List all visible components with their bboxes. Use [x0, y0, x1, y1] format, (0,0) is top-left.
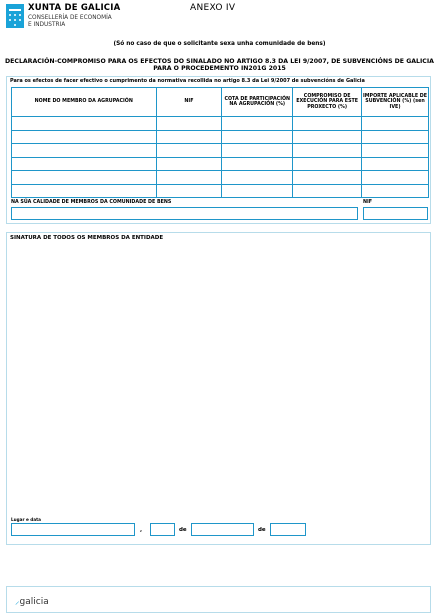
table-row: [12, 171, 429, 185]
cell-input[interactable]: [293, 130, 362, 144]
galicia-logo: [15, 594, 49, 607]
cell-input[interactable]: [12, 117, 157, 131]
cell-input[interactable]: [362, 130, 429, 144]
cell-input[interactable]: [293, 171, 362, 185]
anexo-label: ANEXO IV: [190, 3, 236, 13]
day-input[interactable]: [150, 523, 175, 536]
calidade-input[interactable]: [11, 207, 358, 220]
subtitle: (Só no caso de que o solicitante sexa unha comunidade de bens): [113, 41, 326, 47]
cell-input[interactable]: [293, 117, 362, 131]
de-separator-2: de: [258, 527, 266, 533]
members-intro: Para os efectos de facer efectivo o cumprimento da normativa recollida no artigo 8.3 da Lei 9/2007 de subvencións de Galicia: [10, 78, 365, 84]
cell-input[interactable]: [156, 184, 222, 198]
title-line-1: DECLARACIÓN-COMPROMISO PARA OS EFECTOS DO SINALADO NO ARTIGO 8.3 DA LEI 9/2007, DE SUBVENCIÓNS DE GALICIA: [5, 58, 434, 65]
col-header-compromiso: COMPROMISO DE EXECUCIÓN PARA ESTE PROXECTO (%): [293, 88, 362, 117]
logo-department-line2: E INDUSTRIA: [28, 22, 66, 28]
cell-input[interactable]: [222, 157, 293, 171]
cell-input[interactable]: [12, 144, 157, 158]
xunta-logo: [6, 4, 126, 34]
cell-input[interactable]: [156, 144, 222, 158]
title-line-2: PARA O PROCEDEMENTO IN201G 2015: [153, 65, 286, 72]
cell-input[interactable]: [12, 184, 157, 198]
table-row: [12, 117, 429, 131]
cell-input[interactable]: [12, 171, 157, 185]
table-row: [12, 130, 429, 144]
col-header-importe: IMPORTE APLICABLE DE SUBVENCIÓN (%) (sen IVE): [362, 88, 429, 117]
nif-label: NIF: [363, 200, 373, 205]
cell-input[interactable]: [12, 130, 157, 144]
cell-input[interactable]: [12, 157, 157, 171]
logo-department-line1: CONSELLERÍA DE ECONOMÍA: [28, 15, 112, 21]
members-table: [11, 87, 429, 198]
cell-input[interactable]: [222, 130, 293, 144]
cell-input[interactable]: [362, 171, 429, 185]
cell-input[interactable]: [362, 117, 429, 131]
cell-input[interactable]: [293, 184, 362, 198]
cell-input[interactable]: [156, 117, 222, 131]
lugar-input[interactable]: [11, 523, 135, 536]
cell-input[interactable]: [293, 157, 362, 171]
galicia-logo-mark-icon: ⸝: [15, 597, 20, 607]
de-separator-1: de: [179, 527, 187, 533]
lugar-data-label: Lugar e data: [11, 517, 41, 522]
galicia-logo-text: galicia: [19, 597, 49, 607]
table-row: [12, 157, 429, 171]
logo-name: XUNTA DE GALICIA: [28, 3, 121, 13]
comma-separator: ,: [140, 527, 143, 533]
cell-input[interactable]: [222, 117, 293, 131]
cell-input[interactable]: [222, 184, 293, 198]
cell-input[interactable]: [293, 144, 362, 158]
coat-of-arms-icon: [6, 4, 24, 28]
col-header-cota: COTA DE PARTICIPACIÓN NA AGRUPACIÓN (%): [222, 88, 293, 117]
cell-input[interactable]: [362, 144, 429, 158]
col-header-nif: NIF: [156, 88, 222, 117]
cell-input[interactable]: [156, 130, 222, 144]
calidade-label: NA SÚA CALIDADE DE MEMBROS DA COMUNIDADE DE BENS: [11, 200, 172, 205]
cell-input[interactable]: [156, 157, 222, 171]
cell-input[interactable]: [156, 171, 222, 185]
cell-input[interactable]: [362, 184, 429, 198]
sinatura-label: SINATURA DE TODOS OS MEMBROS DA ENTIDADE: [10, 235, 164, 241]
cell-input[interactable]: [362, 157, 429, 171]
col-header-name: NOME DO MEMBRO DA AGRUPACIÓN: [12, 88, 157, 117]
footer: [6, 586, 431, 613]
table-row: [12, 184, 429, 198]
cell-input[interactable]: [222, 144, 293, 158]
signature-section: [6, 232, 431, 545]
nif-input[interactable]: [363, 207, 428, 220]
year-input[interactable]: [270, 523, 306, 536]
cell-input[interactable]: [222, 171, 293, 185]
month-input[interactable]: [191, 523, 254, 536]
document-title: [0, 58, 439, 72]
table-row: [12, 144, 429, 158]
